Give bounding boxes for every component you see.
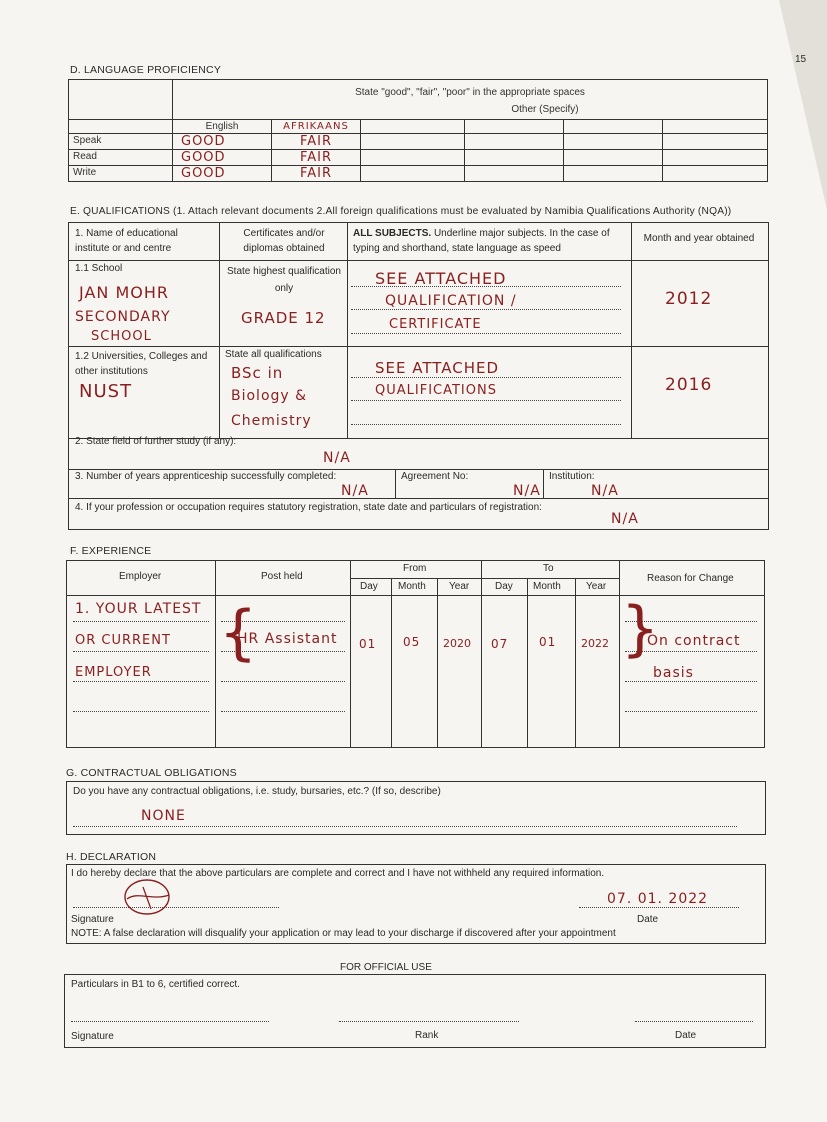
section-g-title: G. CONTRACTUAL OBLIGATIONS (66, 767, 237, 779)
further-study-label: 2. State field of further study (if any): (75, 436, 237, 447)
section-f-title: F. EXPERIENCE (70, 545, 152, 557)
section-e-title: E. QUALIFICATIONS (1. Attach relevant documents 2.All foreign qualifications must be evaluated by Namibia Qualifications Authority (NQA)) (70, 206, 732, 217)
apprenticeship-value: N/A (341, 483, 369, 499)
write-afrikaans: FAIR (272, 166, 361, 182)
contract-answer: NONE (141, 808, 186, 824)
col-from-year: Year (449, 581, 470, 592)
declaration-date-value: 07. 01. 2022 (607, 891, 709, 907)
school-year: 2012 (665, 289, 713, 309)
declaration-text: I do hereby declare that the above particulars are complete and correct and I have not withheld any required information. (71, 868, 605, 879)
uni-subjects-2: QUALIFICATIONS (375, 383, 497, 398)
language-table (68, 79, 768, 182)
official-date-label: Date (675, 1030, 697, 1041)
uni-label: 1.2 Universities, Colleges and other institutions (75, 351, 208, 377)
to-month-value: 01 (539, 635, 557, 649)
reason-brace: } (621, 594, 661, 664)
uni-name: NUST (79, 381, 133, 402)
contract-question: Do you have any contractual obligations, i.e. study, bursaries, etc.? (If so, describe) (73, 786, 441, 797)
write-english: GOOD (173, 166, 272, 182)
experience-box (66, 560, 765, 748)
col-afrikaans: AFRIKAANS (272, 120, 361, 134)
to-year-value: 2022 (581, 637, 609, 650)
school-name-1: JAN MOHR (79, 283, 169, 302)
qualifications-box (68, 222, 769, 530)
header-subjects (353, 226, 628, 256)
read-english: GOOD (173, 150, 272, 166)
row-write-label: Write (69, 166, 173, 182)
employer-line-3: EMPLOYER (75, 665, 152, 680)
employer-line-2: OR CURRENT (75, 633, 171, 648)
speak-afrikaans: FAIR (272, 134, 361, 150)
agreement-label: Agreement No: (401, 471, 469, 482)
official-rank-label: Rank (415, 1030, 439, 1041)
speak-english: GOOD (173, 134, 272, 150)
read-afrikaans: FAIR (272, 150, 361, 166)
employer-line-1: 1. YOUR LATEST (75, 601, 202, 617)
col-reason: Reason for Change (647, 573, 734, 584)
declaration-signature-label: Signature (71, 914, 114, 925)
to-day-value: 07 (491, 637, 509, 651)
official-use-title: FOR OFFICIAL USE (340, 962, 432, 973)
row-read-label: Read (69, 150, 173, 166)
col-post-held: Post held (261, 571, 303, 582)
school-cert-label: State highest qualification only (227, 266, 341, 294)
school-name-2: SECONDARY (75, 309, 171, 325)
col-from: From (403, 563, 427, 574)
agreement-value: N/A (513, 483, 541, 499)
col-english: English (173, 120, 272, 134)
official-certified-text: Particulars in B1 to 6, certified correct. (71, 979, 240, 990)
col-from-day: Day (360, 581, 378, 592)
header-subjects-rest: Underline major subjects. In the case of typing and shorthand, state language as speed (353, 228, 610, 254)
uni-cert-label: State all qualifications (225, 349, 322, 360)
reason-line-1: On contract (647, 633, 741, 649)
school-subjects-1: SEE ATTACHED (375, 269, 507, 288)
header-subjects-bold: ALL SUBJECTS. (353, 228, 432, 239)
from-year-value: 2020 (443, 637, 471, 650)
declaration-date-label: Date (637, 914, 659, 925)
registration-value: N/A (611, 511, 639, 527)
col-employer: Employer (119, 571, 162, 582)
official-signature-label: Signature (71, 1031, 114, 1042)
row-speak-label: Speak (69, 134, 173, 150)
from-day-value: 01 (359, 637, 377, 651)
post-held-value: HR Assistant (237, 631, 338, 647)
uni-cert-3: Chemistry (231, 413, 312, 429)
uni-subjects-1: SEE ATTACHED (375, 359, 500, 377)
uni-year: 2016 (665, 375, 713, 395)
header-institute: 1. Name of educational institute or and centre (75, 228, 178, 254)
section-h-title: H. DECLARATION (66, 851, 157, 863)
further-study-value: N/A (323, 450, 351, 466)
col-to-month: Month (533, 581, 561, 592)
uni-cert-2: Biology & (231, 388, 308, 404)
apprenticeship-label: 3. Number of years apprenticeship successfully completed: (75, 471, 337, 482)
declaration-box (66, 864, 766, 944)
from-month-value: 05 (403, 635, 421, 649)
signature-mark (117, 873, 187, 917)
contractual-box (66, 781, 766, 835)
other-specify-label: Other (Specify) (511, 104, 579, 115)
col-to-year: Year (586, 581, 607, 592)
school-name-3: SCHOOL (91, 329, 152, 344)
reason-line-2: basis (653, 665, 694, 681)
school-subjects-3: CERTIFICATE (389, 317, 482, 332)
col-to-day: Day (495, 581, 513, 592)
header-month-year: Month and year obtained (643, 233, 755, 244)
col-from-month: Month (398, 581, 426, 592)
header-certificates: Certificates and/or diplomas obtained (243, 228, 325, 254)
post-brace: { (219, 598, 259, 668)
page-number: 15 (795, 54, 807, 65)
institution-value: N/A (591, 483, 619, 499)
school-cert-value: GRADE 12 (241, 309, 326, 327)
declaration-note: NOTE: A false declaration will disqualify your application or may lead to your discharge if discovered after your appointment (71, 928, 616, 939)
section-d-title: D. LANGUAGE PROFICIENCY (70, 64, 222, 76)
official-use-box (64, 974, 766, 1048)
school-subjects-2: QUALIFICATION / (385, 293, 517, 309)
language-instruction: State "good", "fair", "poor" in the appropriate spaces (355, 87, 585, 98)
uni-cert-1: BSc in (231, 364, 284, 382)
school-label: 1.1 School (75, 263, 123, 274)
col-to: To (543, 563, 554, 574)
institution-label: Institution: (549, 471, 595, 482)
registration-label: 4. If your profession or occupation requires statutory registration, state date and particulars of registration: (75, 502, 542, 513)
